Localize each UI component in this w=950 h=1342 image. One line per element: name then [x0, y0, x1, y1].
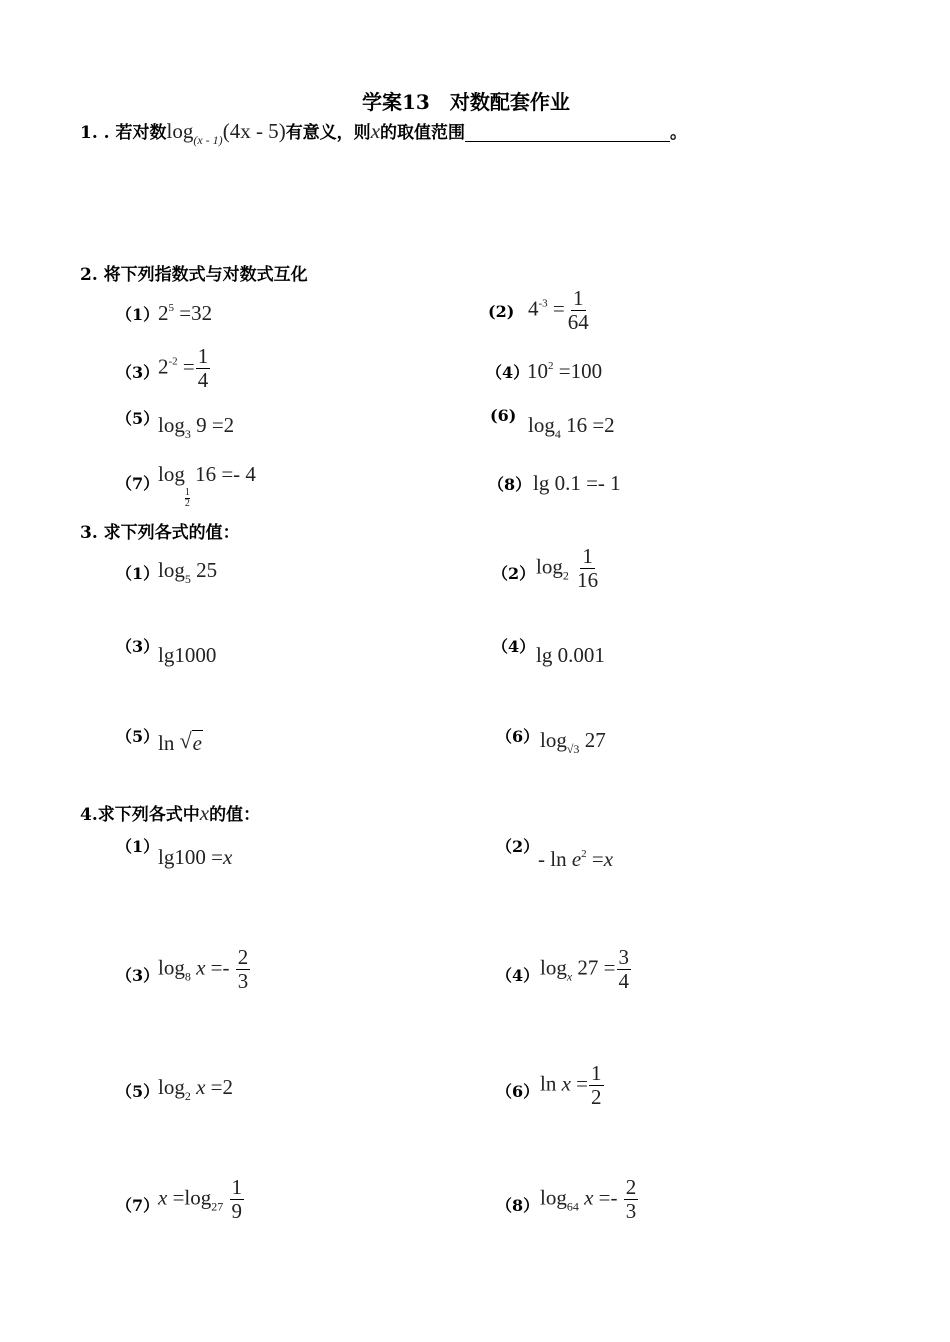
q4-item-3-label: （3） [116, 966, 160, 985]
q2-item-1-expr: $2^5 =32$ [158, 301, 213, 325]
question-2-heading: 2. 将下列指数式与对数式互化 [80, 265, 308, 285]
q4-item-7-expr: $x =\log_{27}$ $\frac{1}{9}$ [158, 1175, 243, 1224]
q1-log-expression: $\log_{(x - 1)}(4x - 5)$ [166, 119, 286, 147]
q2-item-4-label: （4） [486, 363, 530, 382]
q2-item-8-expr: lg 0.1 =- 1 [533, 471, 621, 495]
q3-item-1-expr: $\log_5 25$ [158, 558, 218, 586]
q2-item-5-expr: $\log_3 9 =2$ [158, 413, 235, 441]
q3-item-2-label: （2） [492, 564, 536, 583]
question-1 [80, 118, 687, 148]
question-3-heading: 3. 求下列各式的值： [80, 523, 240, 543]
q4-item-3-expr: $\log_8 x$ =- $\frac{2}{3}$ [158, 945, 249, 994]
q2-item-1-label: （1） [116, 305, 160, 324]
q2-item-7-expr: log $\frac{1}{2}$ 16 =- 4 [158, 462, 256, 509]
q3-item-5-expr: ln √ e [158, 728, 202, 755]
q3-item-3-expr: lg1000 [158, 643, 217, 667]
q1-suffix: 的取值范围 [380, 123, 466, 143]
q4-item-7-label: （7） [116, 1196, 160, 1215]
q3-item-1-label: （1） [116, 564, 160, 583]
q3-item-6-expr: $\log_{√3} 27$ [540, 728, 606, 756]
q2-item-7-label: （7） [116, 474, 160, 493]
q1-end: 。 [670, 123, 688, 143]
q4-item-2-expr: - $\ln e^2 =x$ [538, 847, 614, 871]
q4-item-6-expr: ln x = $\frac{1}{2}$ [540, 1061, 602, 1110]
question-4-heading: 4.求下列各式中x的值： [80, 801, 261, 825]
q4-item-6-label: （6） [496, 1082, 540, 1101]
q4-item-5-expr: $\log_2 x =2$ [158, 1075, 234, 1103]
q4-item-5-label: （5） [116, 1082, 160, 1101]
q2-item-4-expr: $10^2 =100$ [527, 359, 603, 383]
q2-item-3-label: （3） [116, 363, 160, 382]
q1-prefix: 1. . 若对数 [80, 123, 167, 143]
q4-item-8-expr: $\log_{64} x$ =- $\frac{2}{3}$ [540, 1175, 637, 1224]
q1-var: x [370, 119, 381, 143]
q4-item-8-label: （8） [496, 1196, 540, 1215]
q2-item-2-expr: $4^{-3}$ = $\frac{1}{64}$ [528, 286, 589, 335]
q2-item-6-expr: $\log_4 16 =2$ [528, 413, 615, 441]
q4-item-4-label: （4） [496, 966, 540, 985]
q4-item-1-expr: lg100 =x [158, 845, 233, 869]
q2-item-2-label: (2) [488, 302, 515, 321]
q3-item-4-expr: lg 0.001 [536, 643, 605, 667]
q4-item-4-expr: $\log_x 27$ = $\frac{3}{4}$ [540, 945, 630, 994]
q2-item-3-expr: $2^{-2}$ = $\frac{1}{4}$ [158, 344, 209, 393]
q2-item-6-label: (6) [490, 406, 517, 425]
q4-item-2-label: （2） [496, 837, 540, 856]
q3-item-3-label: （3） [116, 637, 160, 656]
q3-item-6-label: （6） [496, 727, 540, 746]
q2-item-8-label: （8） [488, 475, 532, 494]
answer-blank[interactable] [465, 123, 670, 142]
page-title: 学案13 对数配套作业 [362, 90, 570, 114]
q3-item-5-label: （5） [116, 727, 160, 746]
q4-item-1-label: （1） [116, 837, 160, 856]
q3-item-2-expr: $\log_2$ $\frac{1}{16}$ [536, 544, 599, 593]
q1-middle: 有意义，则 [285, 123, 371, 143]
q3-item-4-label: （4） [492, 637, 536, 656]
q2-item-5-label: （5） [116, 409, 160, 428]
